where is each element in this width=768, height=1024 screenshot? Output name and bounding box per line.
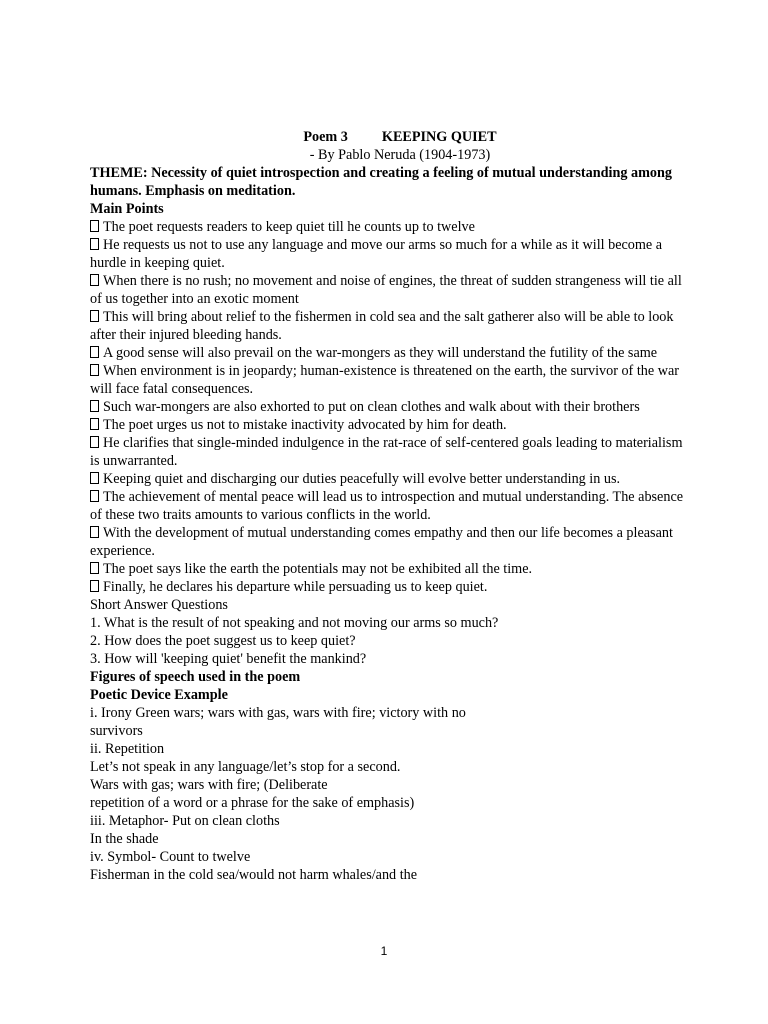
- bullet-box-icon: [90, 238, 99, 250]
- figures-line: repetition of a word or a phrase for the sake of emphasis): [90, 795, 415, 811]
- bullet-box-icon: [90, 400, 99, 412]
- main-point: The achievement of mental peace will lead us to introspection and mutual understanding. The absence of these two traits amounts to various conflicts in the world.: [90, 489, 684, 523]
- main-point: The poet requests readers to keep quiet till he counts up to twelve: [90, 218, 690, 236]
- figures-heading: Figures of speech used in the poem: [90, 669, 301, 685]
- figures-table-heading: Poetic Device Example: [90, 687, 228, 703]
- main-point: With the development of mutual understanding comes empathy and then our life becomes a pleasant experience.: [90, 525, 673, 559]
- bullet-box-icon: [90, 220, 99, 232]
- main-point: Keeping quiet and discharging our duties peacefully will evolve better understanding in us.: [90, 470, 690, 488]
- bullet-box-icon: [90, 310, 99, 322]
- main-point: This will bring about relief to the fishermen in cold sea and the salt gatherer also will be able to look after their injured bleeding hands.: [90, 309, 674, 343]
- main-point: A good sense will also prevail on the war-mongers as they will understand the futility of the same: [90, 344, 690, 362]
- main-point: When environment is in jeopardy; human-existence is threatened on the earth, the survivor of the war will face fatal consequences.: [90, 363, 679, 397]
- bullet-box-icon: [90, 580, 99, 592]
- question: 1. What is the result of not speaking and not moving our arms so much?: [90, 615, 499, 631]
- poem-title: KEEPING QUIET: [381, 129, 497, 145]
- short-answer-heading: Short Answer Questions: [90, 597, 228, 613]
- figures-line: iii. Metaphor- Put on clean cloths: [90, 813, 280, 829]
- bullet-box-icon: [90, 364, 99, 376]
- bullet-box-icon: [90, 526, 99, 538]
- author-line: - By Pablo Neruda (1904-1973): [309, 147, 491, 163]
- figures-line: Fisherman in the cold sea/would not harm whales/and the: [90, 867, 418, 883]
- poem-number: Poem 3: [303, 129, 348, 145]
- main-point: Such war-mongers are also exhorted to put on clean clothes and walk about with their brothers: [90, 398, 690, 416]
- bullet-box-icon: [90, 436, 99, 448]
- main-point: Finally, he declares his departure while persuading us to keep quiet.: [90, 578, 690, 596]
- main-point: He clarifies that single-minded indulgence in the rat-race of self-centered goals leading to materialism is unwarranted.: [90, 435, 683, 469]
- question: 2. How does the poet suggest us to keep quiet?: [90, 633, 356, 649]
- main-points-list: [90, 218, 690, 596]
- bullet-box-icon: [90, 562, 99, 574]
- main-point: The poet says like the earth the potentials may not be exhibited all the time.: [90, 560, 690, 578]
- document-page: [90, 128, 690, 884]
- theme-paragraph: THEME: Necessity of quiet introspection and creating a feeling of mutual understanding among humans. Emphasis on meditation.: [90, 165, 672, 199]
- figures-line: ii. Repetition: [90, 741, 165, 757]
- main-point: The poet urges us not to mistake inactivity advocated by him for death.: [90, 416, 690, 434]
- figures-line: Let’s not speak in any language/let’s stop for a second.: [90, 759, 401, 775]
- figures-line: iv. Symbol- Count to twelve: [90, 849, 251, 865]
- bullet-box-icon: [90, 346, 99, 358]
- figures-line: Wars with gas; wars with fire; (Deliberate: [90, 777, 328, 793]
- bullet-box-icon: [90, 490, 99, 502]
- main-point: He requests us not to use any language and move our arms so much for a while as it will become a hurdle in keeping quiet.: [90, 237, 663, 271]
- figures-line: survivors: [90, 723, 143, 739]
- bullet-box-icon: [90, 418, 99, 430]
- main-points-heading: Main Points: [90, 201, 164, 217]
- poem-title-line: [90, 128, 690, 146]
- figures-line: i. Irony Green wars; wars with gas, wars with fire; victory with no: [90, 705, 466, 721]
- page-number: 1: [380, 944, 388, 958]
- main-point: When there is no rush; no movement and noise of engines, the threat of sudden strangeness will tie all of us together into an exotic moment: [90, 273, 682, 307]
- bullet-box-icon: [90, 472, 99, 484]
- figures-line: In the shade: [90, 831, 159, 847]
- question: 3. How will 'keeping quiet' benefit the mankind?: [90, 651, 367, 667]
- bullet-box-icon: [90, 274, 99, 286]
